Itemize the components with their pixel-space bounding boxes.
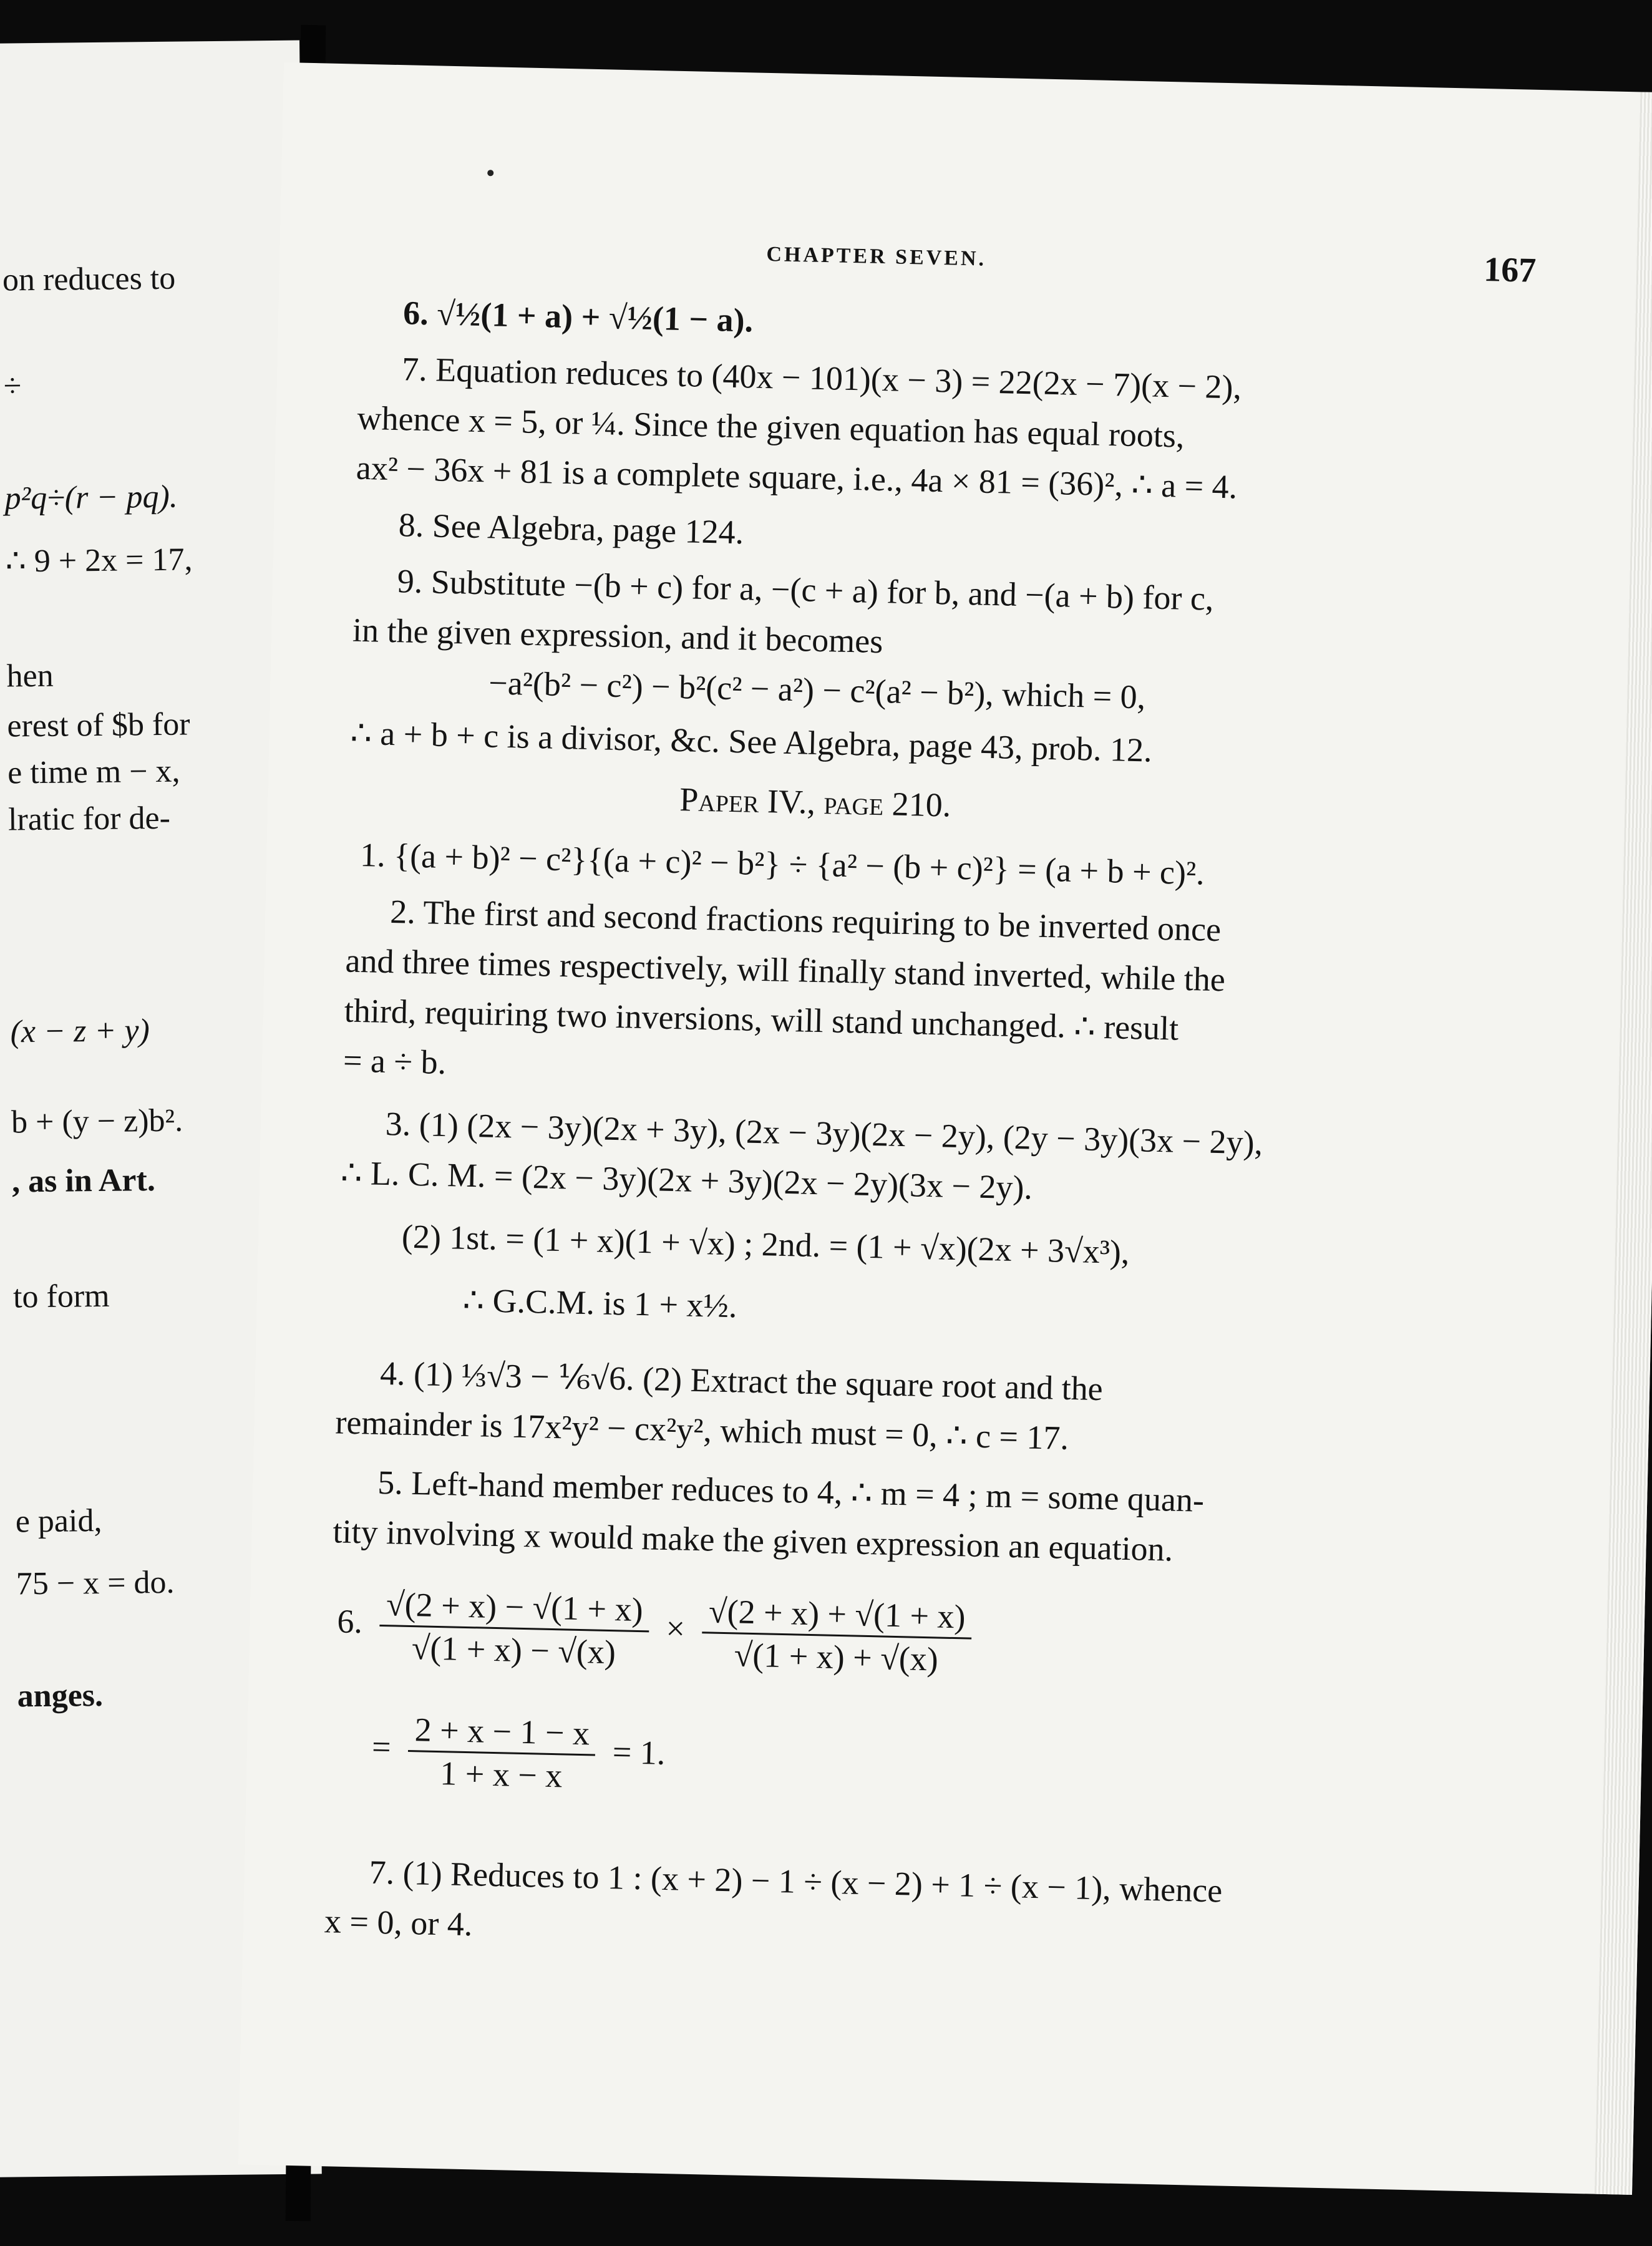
answer-line: ∴ a + b + c is a divisor, &c. See Algebra, page 43, prob. 12. — [349, 714, 1153, 769]
left-fragment: ÷ — [3, 368, 22, 404]
fraction-denominator: √(1 + x) + √(x) — [734, 1636, 939, 1678]
answer-line: whence x = 5, or ¼. Since the given equation has equal roots, — [356, 399, 1185, 455]
left-fragment: p²q÷(r − pq). — [4, 479, 178, 517]
answer-line: 4. (1) ⅓√3 − ⅙√6. (2) Extract the square root and the — [379, 1354, 1104, 1408]
left-fragment: erest of $b for — [7, 706, 190, 744]
fraction-numerator: √(2 + x) − √(1 + x) — [379, 1587, 649, 1632]
answer-line: and three times respectively, will finally stand inverted, while the — [344, 941, 1226, 999]
left-fragment: on reduces to — [2, 260, 176, 298]
answer-line: x = 0, or 4. — [324, 1902, 474, 1943]
fraction — [379, 1587, 649, 1670]
answer-line: 3. (1) (2x − 3y)(2x + 3y), (2x − 3y)(2x − 2y), (2y − 3y)(3x − 2y), — [385, 1104, 1263, 1162]
fraction-numerator: 2 + x − 1 − x — [408, 1713, 596, 1756]
page-number: 167 — [1483, 250, 1537, 290]
answer-line: 6. √½(1 + a) + √½(1 − a). — [402, 294, 754, 339]
left-fragment: e paid, — [15, 1503, 102, 1540]
item-6-equation — [336, 1586, 981, 1676]
answer-line: 7. (1) Reduces to 1 : (x + 2) − 1 ÷ (x − 2) + 1 ÷ (x − 1), whence — [369, 1853, 1223, 1910]
answer-line: third, requiring two inversions, will stand unchanged. ∴ result — [344, 991, 1179, 1048]
left-fragment: , as in Art. — [11, 1162, 156, 1200]
fraction-denominator: 1 + x − x — [439, 1754, 563, 1795]
answer-line: 9. Substitute −(b + c) for a, −(c + a) for b, and −(a + b) for c, — [397, 562, 1215, 618]
answer-line: tity involving x would make the given expression an equation. — [333, 1512, 1173, 1568]
left-fragment: 75 − x = do. — [16, 1564, 175, 1602]
left-fragment: anges. — [17, 1678, 104, 1714]
answer-line: 2. The first and second fractions requiring to be inverted once — [389, 893, 1222, 949]
answer-line: 7. Equation reduces to (40x − 101)(x − 3) = 22(2x − 7)(x − 2), — [401, 350, 1242, 406]
left-fragment: (x − z + y) — [10, 1013, 150, 1050]
answer-line: ∴ L. C. M. = (2x − 3y)(2x + 3y)(2x − 2y)(3x − 2y). — [340, 1154, 1033, 1207]
item-6-result — [371, 1712, 666, 1795]
left-fragment: to form — [12, 1278, 110, 1315]
fraction — [407, 1713, 596, 1794]
left-fragment: hen — [6, 658, 54, 694]
running-head: CHAPTER SEVEN. — [766, 242, 987, 271]
fraction-numerator: √(2 + x) + √(1 + x) — [702, 1594, 972, 1639]
item-6-label: 6. — [336, 1602, 363, 1641]
fraction-denominator: √(1 + x) − √(x) — [411, 1629, 616, 1671]
answer-line: ∴ G.C.M. is 1 + x½. — [462, 1281, 738, 1325]
right-page — [238, 62, 1652, 2195]
fraction — [701, 1594, 972, 1676]
page-edge — [1595, 92, 1652, 2195]
section-heading: Paper IV., page 210. — [679, 780, 951, 824]
answer-line: remainder is 17x²y² − cx²y², which must = 0, ∴ c = 17. — [334, 1403, 1069, 1457]
answer-line: = a ÷ b. — [343, 1041, 447, 1082]
print-speck — [487, 170, 493, 176]
answer-line: 1. {(a + b)² − c²}{(a + c)² − b²} ÷ {a² − (b + c)²} = (a + b + c)². — [359, 835, 1205, 892]
answer-line: 5. Left-hand member reduces to 4, ∴ m = 4 ; m = some quan- — [377, 1463, 1205, 1519]
times-sign: × — [665, 1609, 686, 1648]
equals-sign: = — [371, 1728, 392, 1766]
answer-line: ax² − 36x + 81 is a complete square, i.e., 4a × 81 = (36)², ∴ a = 4. — [356, 449, 1238, 506]
result-value: = 1. — [612, 1733, 666, 1772]
left-fragment: lratic for de- — [7, 800, 171, 838]
left-fragment: ∴ 9 + 2x = 17, — [5, 542, 193, 580]
answer-line: in the given expression, and it becomes — [352, 611, 883, 661]
left-fragment: b + (y − z)b². — [11, 1102, 183, 1140]
answer-line: −a²(b² − c²) − b²(c² − a²) − c²(a² − b²), which = 0, — [488, 664, 1146, 716]
answer-line: 8. See Algebra, page 124. — [398, 506, 744, 552]
answer-line: (2) 1st. = (1 + x)(1 + √x) ; 2nd. = (1 + √x)(2x + 3√x³), — [401, 1217, 1130, 1271]
left-fragment: e time m − x, — [7, 753, 180, 791]
